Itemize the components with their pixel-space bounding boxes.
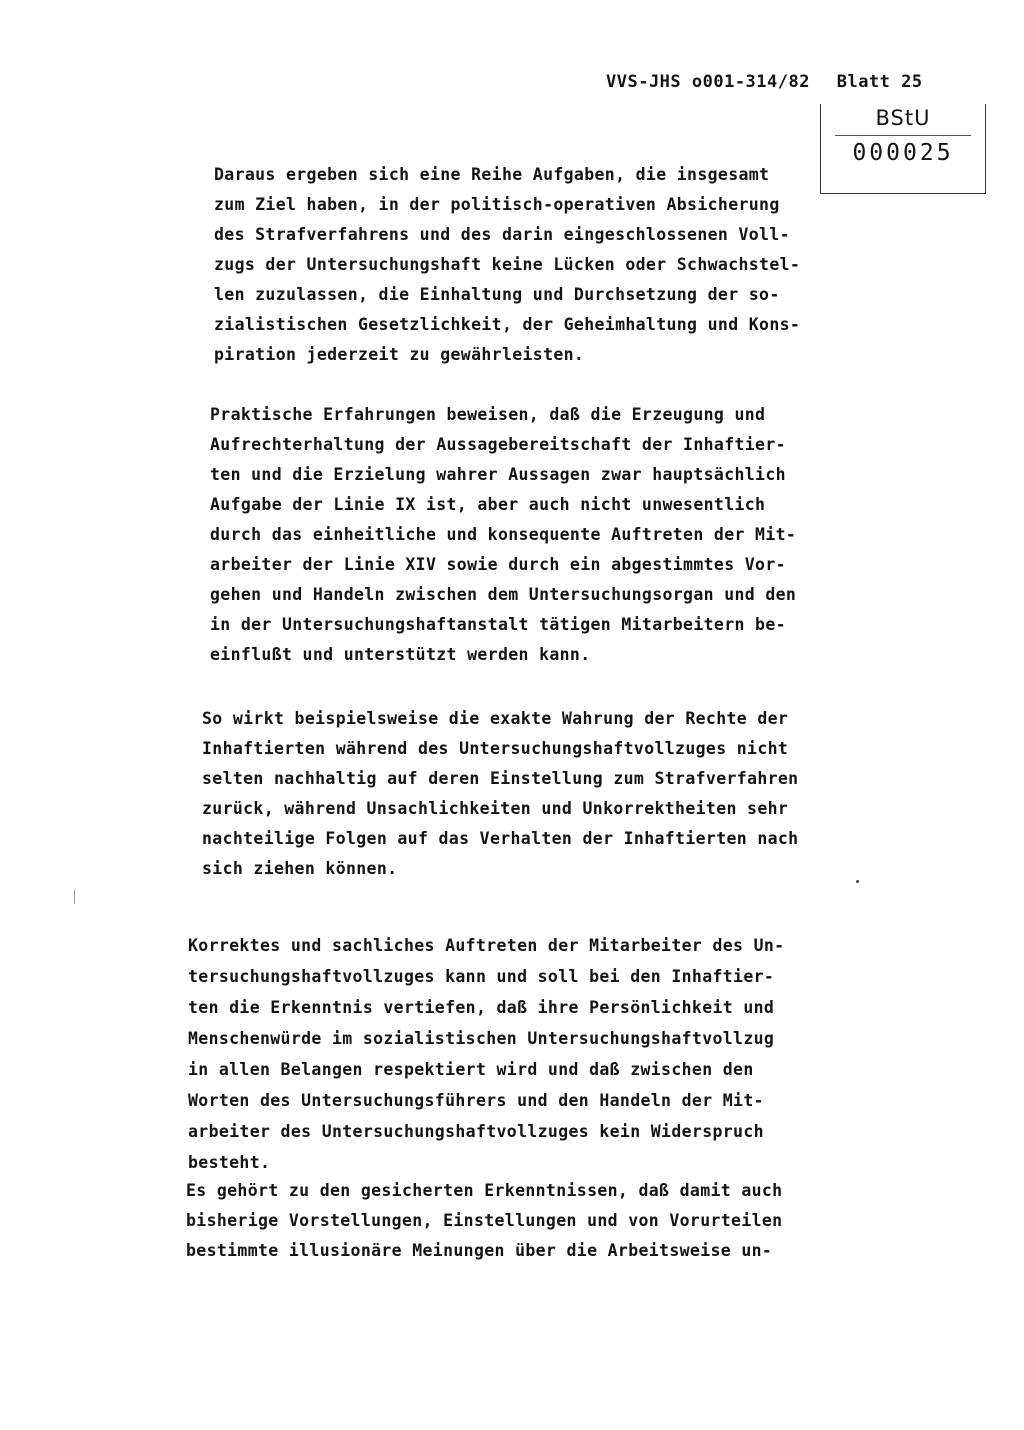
text-line: selten nachhaltig auf deren Einstellung zum Strafverfahren — [202, 769, 799, 788]
text-line: zialistischen Gesetzlichkeit, der Geheimhaltung und Kons- — [214, 315, 801, 334]
sheet-number: Blatt 25 — [836, 72, 923, 92]
paragraph — [188, 930, 784, 1178]
text-line: zugs der Untersuchungshaft keine Lücken oder Schwachstel- — [214, 255, 801, 274]
text-line: arbeiter des Untersuchungshaftvollzuges kein Widerspruch — [188, 1122, 764, 1141]
stamp-divider — [835, 135, 971, 136]
text-line: sich ziehen können. — [202, 859, 398, 878]
paragraph — [210, 400, 796, 670]
text-line: tersuchungshaftvollzuges kann und soll bei den Inhaftier- — [188, 967, 775, 986]
text-line: zum Ziel haben, in der politisch-operativen Absicherung — [214, 195, 780, 214]
text-line: Aufrechterhaltung der Aussagebereitschaft der Inhaftier- — [210, 435, 786, 454]
text-line: So wirkt beispielsweise die exakte Wahrung der Rechte der — [202, 709, 789, 728]
text-line: ten die Erkenntnis vertiefen, daß ihre Persönlichkeit und — [188, 998, 775, 1017]
text-line: in allen Belangen respektiert wird und daß zwischen den — [188, 1060, 754, 1079]
paragraph — [186, 1176, 782, 1266]
text-line: Korrektes und sachliches Auftreten der Mitarbeiter des Un- — [188, 936, 785, 955]
text-line: bestimmte illusionäre Meinungen über die Arbeitsweise un- — [186, 1241, 773, 1260]
margin-mark — [74, 890, 75, 904]
text-line: Aufgabe der Linie IX ist, aber auch nicht unwesentlich — [210, 495, 766, 514]
text-line: in der Untersuchungshaftanstalt tätigen Mitarbeitern be- — [210, 615, 786, 634]
text-line: Inhaftierten während des Untersuchungshaftvollzuges nicht — [202, 739, 789, 758]
text-line: Menschenwürde im sozialistischen Untersuchungshaftvollzug — [188, 1029, 775, 1048]
text-line: piration jederzeit zu gewährleisten. — [214, 345, 585, 364]
text-line: ten und die Erzielung wahrer Aussagen zwar hauptsächlich — [210, 465, 786, 484]
page-header — [606, 72, 923, 92]
text-line: besteht. — [188, 1153, 271, 1172]
archive-stamp — [820, 104, 986, 194]
paragraph — [202, 704, 798, 884]
text-line: einflußt und unterstützt werden kann. — [210, 645, 591, 664]
text-line: durch das einheitliche und konsequente Auftreten der Mit- — [210, 525, 797, 544]
text-line: Praktische Erfahrungen beweisen, daß die Erzeugung und — [210, 405, 766, 424]
text-line: Worten des Untersuchungsführers und den Handeln der Mit- — [188, 1091, 764, 1110]
text-line: bisherige Vorstellungen, Einstellungen und von Vorurteilen — [186, 1211, 783, 1230]
stamp-label: BStU — [875, 106, 931, 130]
ink-dot — [856, 880, 859, 883]
text-line: len zuzulassen, die Einhaltung und Durchsetzung der so- — [214, 285, 780, 304]
document-reference: VVS-JHS o001-314/82 — [606, 72, 810, 92]
paragraph — [214, 160, 800, 370]
text-line: gehen und Handeln zwischen dem Untersuchungsorgan und den — [210, 585, 797, 604]
text-line: zurück, während Unsachlichkeiten und Unkorrektheiten sehr — [202, 799, 789, 818]
text-line: Es gehört zu den gesicherten Erkenntnissen, daß damit auch — [186, 1181, 783, 1200]
text-line: Daraus ergeben sich eine Reihe Aufgaben, die insgesamt — [214, 165, 770, 184]
stamp-number: 000025 — [852, 140, 954, 166]
text-line: nachteilige Folgen auf das Verhalten der Inhaftierten nach — [202, 829, 799, 848]
text-line: arbeiter der Linie XIV sowie durch ein abgestimmtes Vor- — [210, 555, 786, 574]
text-line: des Strafverfahrens und des darin eingeschlossenen Voll- — [214, 225, 790, 244]
